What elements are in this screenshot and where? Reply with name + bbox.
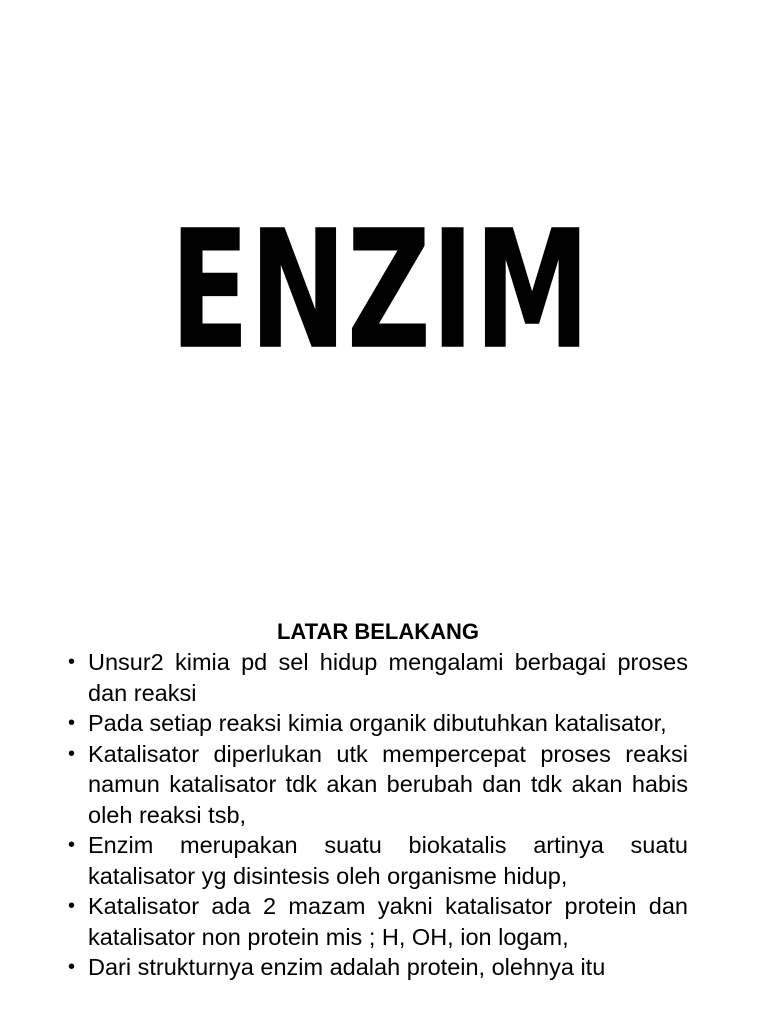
list-item — [68, 708, 688, 739]
bullet-icon: • — [68, 895, 76, 917]
bullet-icon: • — [68, 834, 76, 856]
bullet-icon: • — [68, 651, 76, 673]
list-item-text: Katalisator ada 2 mazam yakni katalisator protein dan katalisator non protein mis ; H, OH, ion logam, — [88, 893, 688, 950]
list-item — [68, 952, 688, 983]
list-item — [68, 739, 688, 831]
bullet-icon: • — [68, 956, 76, 978]
list-item — [68, 891, 688, 952]
list-item-text: Unsur2 kimia pd sel hidup mengalami berbagai proses dan reaksi — [88, 649, 688, 706]
list-item-text: Enzim merupakan suatu biokatalis artinya suatu katalisator yg disintesis oleh organisme hidup, — [88, 832, 688, 889]
bullet-icon: • — [68, 742, 76, 765]
list-item — [68, 647, 688, 708]
bullet-list — [68, 647, 688, 983]
list-item — [68, 830, 688, 891]
content-section — [68, 617, 688, 983]
list-item-text: Katalisator diperlukan utk mempercepat proses reaksi namun katalisator tdk akan berubah dan tdk akan habis oleh reaksi tsb, — [88, 740, 688, 828]
title-text: ENZIM — [169, 195, 591, 387]
list-item-text: Pada setiap reaksi kimia organik dibutuhkan katalisator, — [88, 710, 667, 736]
arched-wordart-title — [150, 150, 610, 390]
slide-title — [150, 150, 610, 390]
bullet-icon: • — [68, 712, 76, 734]
list-item-text: Dari strukturnya enzim adalah protein, olehnya itu — [88, 954, 606, 980]
section-heading: LATAR BELAKANG — [276, 619, 480, 644]
